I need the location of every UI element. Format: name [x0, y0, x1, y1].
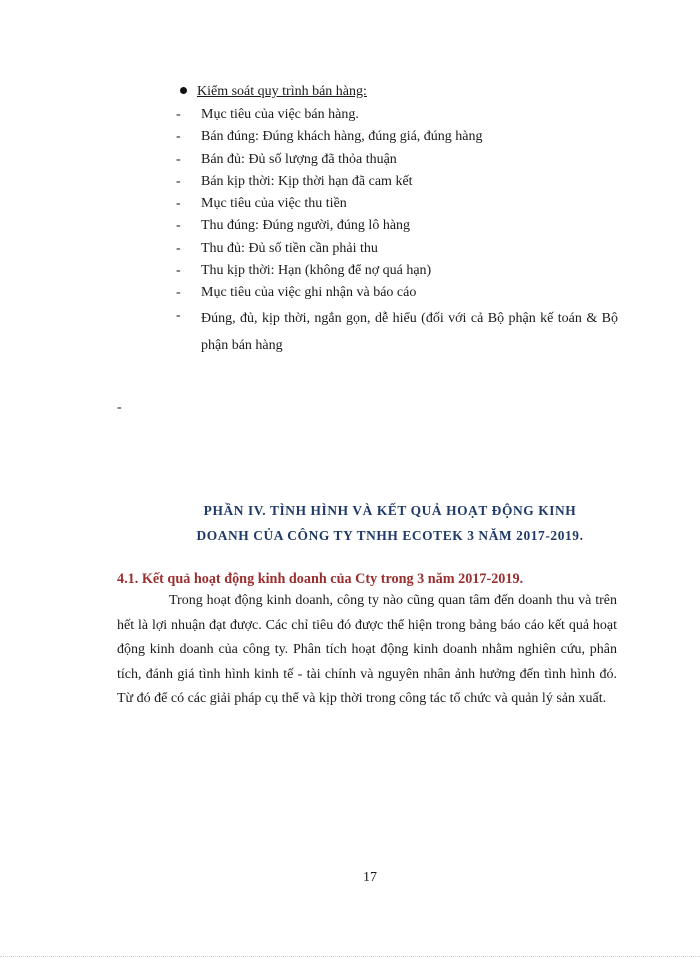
list-item — [176, 260, 618, 282]
stray-dash: - — [117, 400, 122, 415]
list-item — [176, 305, 618, 359]
list-item — [176, 149, 618, 171]
list-item — [176, 215, 618, 237]
dash-marker: - — [176, 173, 181, 189]
dash-marker: - — [176, 196, 181, 212]
list-item-text: Bán đủ: Đủ số lượng đã thỏa thuận — [201, 151, 397, 167]
list-item — [176, 104, 618, 126]
list-item-text: Mục tiêu của việc bán hàng. — [201, 107, 359, 122]
dash-marker: - — [176, 263, 181, 279]
list-item — [176, 193, 618, 215]
subsection-heading: 4.1. Kết quả hoạt động kinh doanh của Cty trong 3 năm 2017-2019. — [117, 571, 524, 587]
list-item-text: Mục tiêu của việc ghi nhận và báo cáo — [201, 285, 417, 301]
bullet-dot-icon — [180, 87, 187, 94]
body-paragraph: Trong hoạt động kinh doanh, công ty nào cũng quan tâm đến doanh thu và trên hết là lợi nhuận đạt được. Các chỉ tiêu đó được thể hiện trong bảng báo cáo kết quả hoạt động kinh doanh của công ty. Phân tích hoạt động kinh doanh nhằm nghiên cứu, phân tích, đánh giá tình hình kinh tế - tài chính và nguyên nhân ảnh hưởng đến tình hình đó. Từ đó để có các giải pháp cụ thể và kịp thời trong công tác tổ chức và quản lý sản xuất. — [117, 593, 617, 707]
dash-marker: - — [176, 218, 181, 234]
page-number: 17 — [363, 870, 377, 885]
dash-marker: - — [176, 129, 181, 145]
dash-marker: - — [176, 107, 181, 122]
list-item-text: Thu đủ: Đủ số tiền cần phải thu — [201, 240, 378, 256]
list-item — [176, 238, 618, 260]
list-item — [176, 282, 618, 304]
control-list — [176, 104, 618, 359]
dash-marker: - — [176, 307, 181, 323]
control-heading — [180, 83, 367, 101]
page-bottom-divider — [0, 956, 700, 957]
list-item-text: Bán kịp thời: Kịp thời hạn đã cam kết — [201, 173, 413, 189]
list-item — [176, 171, 618, 193]
list-item-text: Bán đúng: Đúng khách hàng, đúng giá, đúng hàng — [201, 129, 483, 145]
list-item-text: Thu kịp thời: Hạn (không để nợ quá hạn) — [201, 263, 432, 279]
list-item-text: Mục tiêu của việc thu tiền — [201, 196, 347, 212]
list-item-text: Thu đúng: Đúng người, đúng lô hàng — [201, 218, 411, 234]
control-heading-text: Kiểm soát quy trình bán hàng: — [197, 84, 367, 99]
list-item-text: Đúng, đủ, kịp thời, ngắn gọn, dễ hiểu (đối với cả Bộ phận kế toán & Bộ phận bán hàng — [201, 310, 618, 353]
dash-marker: - — [176, 285, 181, 301]
section-title-line1: PHẦN IV. TÌNH HÌNH VÀ KẾT QUẢ HOẠT ĐỘNG KINH — [203, 503, 577, 518]
list-item — [176, 126, 618, 148]
dash-marker: - — [176, 240, 181, 256]
section-title — [140, 498, 640, 548]
section-title-line2: DOANH CỦA CÔNG TY TNHH ECOTEK 3 NĂM 2017-2019. — [196, 528, 584, 543]
dash-marker: - — [176, 151, 181, 167]
